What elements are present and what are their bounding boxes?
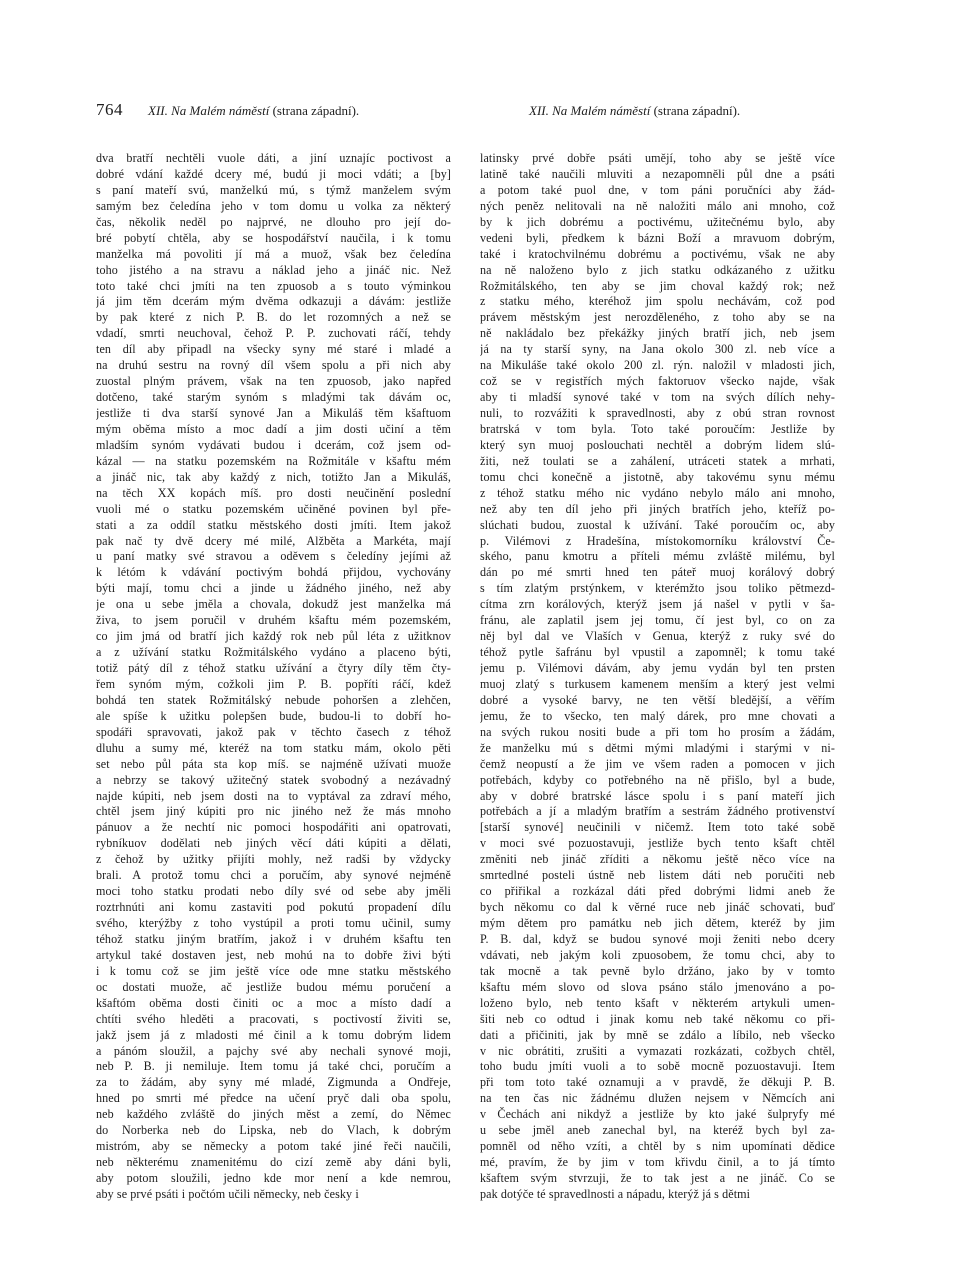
text-line: býti mají, tomu chci a jinde u žádného jiného, než aby xyxy=(96,581,451,596)
header-title-left-rest: (strana západní). xyxy=(269,103,360,118)
text-line: hned po smrti mé předce na učení pryč dali oba spolu, xyxy=(96,1091,451,1106)
text-line: mým dětem pro památku neb jich dětem, kteréž by jim xyxy=(480,916,835,930)
text-line: já na ty starší syny, na Jana okolo 300 zl. neb více a xyxy=(480,342,835,357)
page-number: 764 xyxy=(96,100,123,119)
text-line: ale spíše k užitku polepšen bude, budou-li to dobří ho- xyxy=(96,708,451,723)
text-line: potřebách a jí a mladým bratřím a sestrám žádného protivenství xyxy=(480,804,835,819)
text-line: by pak které z nich P. B. do let rozomných a než se xyxy=(96,310,451,325)
header-title-left xyxy=(148,103,359,119)
text-line: roztrhnúti ani komu zastaviti pod pokutú propadení dílu xyxy=(96,900,451,915)
text-line: čas, několik neděl po najprvé, ne dlouho pro její do- xyxy=(96,214,451,229)
text-line: také i kratochvilnému dobrému a poctivému, však ne aby xyxy=(480,246,835,261)
text-line: latině také naučili mluviti a nezapomněli půl dne a psáti xyxy=(480,166,835,181)
text-line: dva bratří nechtěli vuole dáti, a jiní uznajíc poctivost a xyxy=(96,151,451,165)
text-line: nuli, to rozvážiti k spravedlnosti, aby z obú stran rovnost xyxy=(480,406,835,420)
text-line: tomu chci konečně a jistotně, aby takovému synu mému xyxy=(480,469,835,484)
text-line: co přiřikal a rozkázal dáti před dobrými lidmi aneb že xyxy=(480,884,835,899)
text-line: toho budu jmíti vuoli a to sobě mocně pozuostavuji. Item xyxy=(480,1059,835,1074)
text-line: šiti neb co odtud i jinak komu neb také někomu co při- xyxy=(480,1011,835,1026)
text-line: co jim jmá od bratří jich každý rok neb půl léta z užitknov xyxy=(96,629,451,644)
text-line: ského, panu kmotru a příteli mému zvláště milému, byl xyxy=(480,549,835,564)
text-line: smrtedlné posteli ústně neb listem dáti neb poručiti neb xyxy=(480,868,835,883)
text-line: i k tomu což se jim ještě více ode mne statku městského xyxy=(96,963,451,978)
text-line: vdadí, smrti neuchoval, čehož P. P. zuchovati ráčí, tehdy xyxy=(96,326,451,341)
text-line: pak nač ty dvě dcery mé milé, Alžběta a Markéta, mají xyxy=(96,533,451,548)
text-line: stati a za oddíl statku městského dosti jmíti. Item jakož xyxy=(96,517,451,532)
text-line: dobré a vysoké barvy, ne ten větší bledější, a věřím xyxy=(480,692,835,707)
text-line: bych někomu co dal k věrné ruce neb jináč schovati, buď xyxy=(480,900,835,915)
text-line: jemu, že to všecko, ten malý dárek, pro mne chovati a xyxy=(480,708,835,723)
text-line: spodáři spravovati, jakož pak v těchto časech z téhož xyxy=(96,724,451,739)
text-line: žiti, než toulati se a zahálení, utráceti statek a mrhati, xyxy=(480,453,835,468)
text-line: v Čechách ani nikdyž a jestliže by kto jaké šulpryfy mé xyxy=(480,1107,835,1122)
text-line: z statku mého, kteréhož jim spolu nechávám, což pod xyxy=(480,294,835,309)
text-line: na svých rukou nositi bude a při tom ho prosím a žádám, xyxy=(480,724,835,739)
text-line: z téhož statku mého nic vydáno nebylo málo ani mnoho, xyxy=(480,485,835,500)
text-line: řem synóm mým, cožkoli jim P. B. popříti ráčí, kdež xyxy=(96,676,451,691)
text-line: ně nakládalo bez překážky jiných bratří jich, neb jsem xyxy=(480,326,835,341)
text-line: mé, pravím, že by jim v tom křivdu činil, a to já tímto xyxy=(480,1155,835,1170)
text-line: ten díl aby připadl na všecky syny mé staré i mladé a xyxy=(96,342,451,357)
text-line: právem městským jest nerozděleného, z toho aby se na xyxy=(480,310,835,325)
header-title-right xyxy=(529,103,740,119)
text-line: čemž neopustí a že jim ve všem raden a pomocen v jich xyxy=(480,756,835,771)
text-line: loženo bylo, neb tento kšaft v některém artykuli umen- xyxy=(480,995,835,1010)
text-line: s paní mateří svú, manželkú mú, s týmž manželem svým xyxy=(96,182,451,197)
text-line: vdávati, neb jakým koli zpuosobem, že tomu chci, aby to xyxy=(480,947,835,962)
text-line: za to žádám, aby syny mé mladé, Zigmunda a Ondřeje, xyxy=(96,1075,451,1090)
text-line: potřebách, kdyby co potřebného na ně přišlo, byl a bude, xyxy=(480,772,835,787)
header-title-right-italic: XII. Na Malém náměstí xyxy=(529,103,651,118)
text-line: neb P. B. ji nemiluje. Item tomu já také chci, poručím a xyxy=(96,1059,451,1074)
text-line: kázal — na statku pozemském na Rožmitále v kšaftu mém xyxy=(96,453,451,468)
text-line: slúchati budou, zuostal k užívání. Také poroučím oc, aby xyxy=(480,517,835,532)
text-line: mým oběma místo a moc dadí a jim dosti učiní a těm xyxy=(96,421,451,436)
text-line: který syn muoj poslouchati nechtěl a dobrým lidem slú- xyxy=(480,437,835,452)
text-line: na těch XX kopách míš. pro dosti neučinění poslední xyxy=(96,485,451,500)
text-line: mistróm, aby se německy a potom také jiné řeči naučili, xyxy=(96,1139,451,1154)
text-line: kšaftem svým stvrzuji, že to tak jest a ne jináč. Co se xyxy=(480,1171,835,1185)
text-line: neb každého zvláště do jiných měst a zemí, do Němec xyxy=(96,1107,451,1122)
text-line: aby se prvé psáti i počtóm učili německy, neb česky i xyxy=(96,1186,359,1201)
header-title-left-italic: XII. Na Malém náměstí xyxy=(148,103,270,118)
text-line: já jim těm dcerám mým dvěma odkazuji a dávám: jestliže xyxy=(96,294,451,309)
text-line: k létóm k vdávání poctivým bohdá přijdou, vychovány xyxy=(96,565,451,580)
text-line: neb některému znamenitému do cizí země aby dáni byli, xyxy=(96,1155,451,1170)
text-line: dobré vdání každé dcery mé, budú ji moci vdáti; a [by] xyxy=(96,166,451,181)
text-line: moci toho statku prodati nebo díly své od sebe aby jměli xyxy=(96,884,451,899)
text-line: něj byl dal ve Vlaších v Genua, kterýž z ruky své do xyxy=(480,629,835,644)
text-line: kšaftóm oběma dosti činiti oc a moc a místo dadí a xyxy=(96,995,451,1010)
text-line: dán po mé smrti hned ten páteř muoj korálový dobrý xyxy=(480,565,835,580)
text-line: než aby ten díl jeho při jiných bratřích jeho, kteříž po- xyxy=(480,501,835,516)
text-line: pomněl od něho vzíti, a chtěl by s nim upomínati dědice xyxy=(480,1139,835,1154)
text-line: set nebo půl páta sta kop míš. se najméně užívati muože xyxy=(96,756,451,771)
text-line: z čehož by užitky přijíti mohly, než radši by vždycky xyxy=(96,852,451,867)
text-line: a jináč nic, tak aby každý z nich, totižto Jan a Mikuláš, xyxy=(96,469,451,484)
text-line: toto také chci jmíti na ten zpuosob a s touto výminkou xyxy=(96,278,451,293)
text-line: aby potom sloužili, jedno kde mor není a kde nemrou, xyxy=(96,1171,451,1185)
text-line: dati a přičiniti, jak by mně se zdálo a líbilo, neb všecko xyxy=(480,1027,835,1042)
text-line: což se v registřích mých faktoruov všecko najde, však xyxy=(480,374,835,389)
text-line: samým bez čeledína jeho v tom domu u volka za některý xyxy=(96,198,451,213)
text-line: a pánóm sloužil, a pajchy své aby nechali synové moji, xyxy=(96,1043,451,1058)
text-line: bratrská v tom byla. Toto také poroučím: Jestliže by xyxy=(480,421,835,436)
text-line: na ně naloženo bylo z jich statku odkázaného z užitku xyxy=(480,262,835,277)
text-line: rybníkuov dodělati neb jiných věcí dáti kúpiti a dělati, xyxy=(96,836,451,851)
text-line: Rožmitálského, ten aby se jim choval každý rok; než xyxy=(480,278,835,293)
text-line: bohdá ten statek Rožmitálský nebude pohoršen a zlehčen, xyxy=(96,692,451,707)
text-line: aby v dobré bratrské lásce spolu i s paní mateří jich xyxy=(480,788,835,803)
text-line: ných peněz nelitovali na ně naložiti málo ani mnoho, což xyxy=(480,198,835,213)
text-line: jestliže ti dva starší synové Jan a Mikuláš těm kšaftuom xyxy=(96,406,451,420)
text-line: téhož statku jiným bratřím, jakož i v druhém kšaftu ten xyxy=(96,931,451,946)
text-column-right xyxy=(480,151,835,1231)
text-line: jakž jsem já z mladosti mé činil a k tomu dobrým lidem xyxy=(96,1027,451,1042)
text-line: kšaftu mém slovo od slova psáno stálo jmenováno a po- xyxy=(480,979,835,994)
text-line: latinsky prvé dobře psáti umějí, toho aby se ještě více xyxy=(480,151,835,165)
text-line: a potom také puol dne, v tom páni poručníci aby žád- xyxy=(480,182,835,197)
text-line: živa, to jsem poručil v druhém kšaftu mém pozemském, xyxy=(96,613,451,628)
text-line: [starší synové] neučinili v ničemž. Item toto také sobě xyxy=(480,820,835,835)
text-line: a nebrzy se takový užitečný statek svobodný a nezávadný xyxy=(96,772,451,787)
text-line: změniti neb jináč zříditi a někomu ještě něco více na xyxy=(480,852,835,867)
text-line: cítma zrn korálových, kterýž jsem já našel v pytli v ša- xyxy=(480,597,835,612)
text-line: dluhu a sumy mé, kteréž na tom statku mám, okolo pěti xyxy=(96,740,451,755)
header-title-right-rest: (strana západní). xyxy=(650,103,741,118)
text-line: pak dotýče té spravedlnosti a nápadu, kterýž já s dětmi xyxy=(480,1186,751,1201)
text-line: svého, kterýžby z toho vystúpil a proti tomu učinil, sumy xyxy=(96,916,451,930)
text-line: artykul také dostaven jest, neb mohú na to dobře živi býti xyxy=(96,947,451,962)
text-line: najde kúpiti, neb jsem dosti na to vyptával za zdraví mého, xyxy=(96,788,451,803)
text-line: téhož pytle šafránu byl vpustil a zapomněl; k tomu také xyxy=(480,645,835,660)
text-line: aby ti mladší synové také v tom na svých dílích nehy- xyxy=(480,390,835,405)
text-line: v nic obrátiti, zrušiti a vymazati rozkázati, cožbych chtěl, xyxy=(480,1043,835,1058)
text-line: na druhú sestru na rovný díl všem spolu a při nich aby xyxy=(96,358,451,373)
text-line: vuoli mé o statku pozemském učiněné povinen byl pře- xyxy=(96,501,451,516)
text-line: při tom toto také oznamuji a v pravdě, že děkuji P. B. xyxy=(480,1075,835,1090)
text-line: p. Vilémovi z Hradešína, místokomorníku království Če- xyxy=(480,533,835,548)
text-line: vedeni byli, předkem k bázni Boží a mravuom dobrým, xyxy=(480,230,835,245)
text-line: je ona u sebe jměla a chovala, dokudž jest manželka má xyxy=(96,597,451,612)
text-line: u sebe jměl aneb zanechal byl, na kteréž bych byl za- xyxy=(480,1123,835,1138)
text-line: chtíti svého hleděti a pracovati, s poctivostí živiti se, xyxy=(96,1011,451,1026)
text-line: by k jich dobrému a poctivému, užitečnému bylo, aby xyxy=(480,214,835,229)
text-line: tak mocně a tak pevně bylo držáno, jako by v tomto xyxy=(480,963,835,978)
text-line: oc dostati muože, ač jestliže budou mému poručení a xyxy=(96,979,451,994)
text-line: a z užívání statku Rožmitálského vydáno a placeno býti, xyxy=(96,645,451,660)
text-line: jemu p. Vilémovi dávám, aby jemu vydán byl ten prsten xyxy=(480,661,835,675)
text-line: chtěl jsem jiný kúpiti pro nic jiného než že más mnoho xyxy=(96,804,451,819)
text-line: zuostal plným právem, však na ten zpuosob, jako napřed xyxy=(96,374,451,389)
text-line: muoj zlatý s turkusem kamenem menším a který jest velmi xyxy=(480,676,835,691)
text-line: na ten čas nic žádnému dlužen nejsem v Němcích ani xyxy=(480,1091,835,1106)
text-line: do Norberka neb do Lipska, neb do Vlach, k dobrým xyxy=(96,1123,451,1138)
text-line: P. B. dal, když se budou synové moji ženiti nebo dcery xyxy=(480,931,835,946)
text-line: totiž pátý díl z téhož statku užívání a čtyry díly těm čty- xyxy=(96,661,451,675)
text-line: toho jistého a na stravu a náklad jeho a jináč nic. Než xyxy=(96,262,451,277)
text-line: na Mikuláše také okolo 200 zl. rýn. naložil v mladosti jich, xyxy=(480,358,835,373)
text-line: bré pobytí chtěla, aby se hospodářství naučila, i k tomu xyxy=(96,230,451,245)
text-line: pánuov a že nechtí nic pomoci hospodářiti ani opatrovati, xyxy=(96,820,451,835)
text-line: mladším synóm vydávati budou i dcerám, což jsem od- xyxy=(96,437,451,452)
text-column-left xyxy=(96,151,451,1231)
text-line: s tím zlatým prstýnkem, v kterémžto jsou toliko pětmezd- xyxy=(480,581,835,596)
text-line: manželka má povoliti jí má a muož, však bez čeledína xyxy=(96,246,451,261)
running-header xyxy=(96,100,816,126)
text-line: brali. A protož tomu chci a poručím, aby synové nejméně xyxy=(96,868,451,883)
text-line: v moci své pozuostavuji, jestliže bych tento kšaft chtěl xyxy=(480,836,835,851)
text-line: že manželku mú s dětmi mými mladými i starými v ni- xyxy=(480,740,835,755)
text-line: fránu, ale zaplatil jsem jej tomu, čí jest byl, co on za xyxy=(480,613,835,628)
text-line: u paní matky své stravou a oděvem s čeledíny jejími až xyxy=(96,549,451,564)
text-line: dotčeno, také starým synóm s mladými tak dávám oc, xyxy=(96,390,451,405)
